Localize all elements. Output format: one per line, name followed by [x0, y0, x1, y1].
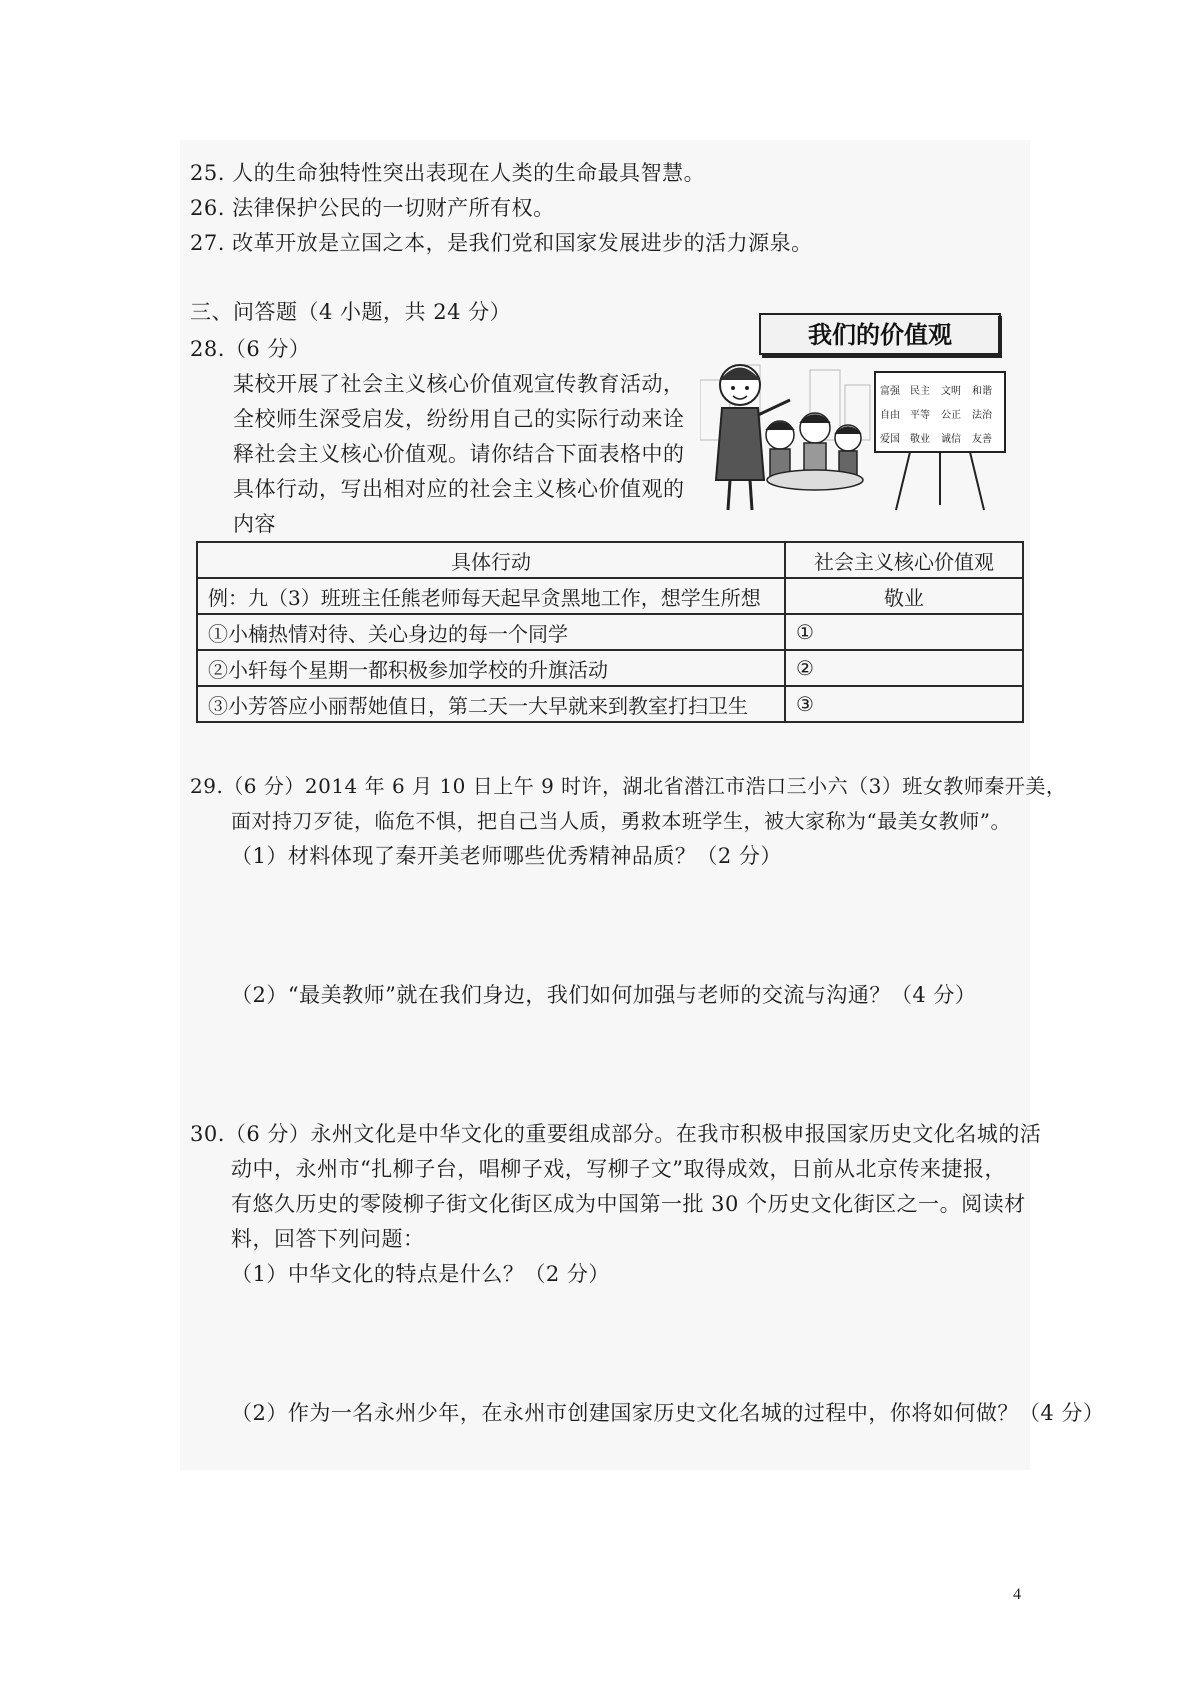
- value-answer-cell[interactable]: ③: [785, 686, 1023, 722]
- value-answer-cell[interactable]: ①: [785, 614, 1023, 650]
- header-value: 社会主义核心价值观: [785, 542, 1023, 578]
- q29-subquestion-2: （2）“最美教师”就在我们身边，我们如何加强与老师的交流与沟通？（4 分）: [231, 983, 977, 1007]
- section-title: 三、问答题（4 小题，共 24 分）: [190, 300, 512, 324]
- statement-27: 27. 改革开放是立国之本，是我们党和国家发展进步的活力源泉。: [190, 231, 813, 255]
- poster-title: 我们的价值观: [808, 321, 952, 349]
- q30-line-3: 有悠久历史的零陵柳子街文化街区成为中国第一批 30 个历史文化街区之一。阅读材: [231, 1192, 1026, 1216]
- table-row: [197, 650, 1023, 686]
- value-answer-cell[interactable]: ②: [785, 650, 1023, 686]
- board-word: 法治: [972, 410, 992, 421]
- q29-line-2: 面对持刀歹徒，临危不惧，把自己当人质，勇救本班学生，被大家称为“最美女教师”。: [231, 809, 1011, 833]
- action-cell: ②小轩每个星期一都积极参加学校的升旗活动: [197, 650, 785, 686]
- board-word: 友善: [972, 434, 992, 445]
- board-word: 爱国: [880, 434, 900, 445]
- statement-26: 26. 法律保护公民的一切财产所有权。: [190, 196, 555, 220]
- values-poster-illustration: [700, 310, 1010, 525]
- q28-line-2: 全校师生深受启发，纷纷用自己的实际行动来诠: [233, 407, 685, 431]
- table-row: [197, 578, 1023, 614]
- header-action: 具体行动: [197, 542, 785, 578]
- q29-line-1: 29.（6 分）2014 年 6 月 10 日上午 9 时许，湖北省潜江市浩口三小六（3）班女教师秦开美，: [190, 774, 1067, 798]
- board-word: 敬业: [910, 434, 930, 445]
- q30-subquestion-2: （2）作为一名永州少年，在永州市创建国家历史文化名城的过程中，你将如何做？（4 分）: [231, 1401, 1105, 1425]
- board-word: 富强: [880, 386, 900, 397]
- board-word: 民主: [910, 386, 930, 397]
- q28-line-1: 某校开展了社会主义核心价值观宣传教育活动，: [233, 372, 685, 396]
- q30-subquestion-1: （1）中华文化的特点是什么？（2 分）: [231, 1262, 610, 1286]
- q28-line-4: 具体行动，写出相对应的社会主义核心价值观的: [233, 477, 685, 501]
- action-cell: ③小芳答应小丽帮她值日，第二天一大早就来到教室打扫卫生: [197, 686, 785, 722]
- table-row: [197, 686, 1023, 722]
- action-cell: ①小楠热情对待、关心身边的每一个同学: [197, 614, 785, 650]
- statement-25: 25. 人的生命独特性突出表现在人类的生命最具智慧。: [190, 161, 706, 185]
- q29-subquestion-1: （1）材料体现了秦开美老师哪些优秀精神品质？（2 分）: [231, 844, 782, 868]
- action-cell: 例：九（3）班班主任熊老师每天起早贪黑地工作，想学生所想: [197, 578, 785, 614]
- board-word: 和谐: [972, 386, 992, 397]
- page-number: 4: [1013, 1586, 1021, 1603]
- q30-line-1: 30.（6 分）永州文化是中华文化的重要组成部分。在我市积极申报国家历史文化名城的活: [190, 1122, 1042, 1146]
- q28-line-3: 释社会主义核心价值观。请你结合下面表格中的: [233, 442, 685, 466]
- values-board: [875, 372, 1005, 510]
- board-word: 平等: [910, 410, 930, 421]
- board-word: 公正: [941, 410, 961, 421]
- q30-line-4: 料，回答下列问题：: [231, 1227, 425, 1251]
- table-header-row: [197, 542, 1023, 578]
- value-cell: 敬业: [785, 578, 1023, 614]
- board-word: 诚信: [941, 434, 961, 445]
- values-table: [196, 541, 1024, 723]
- children-figures-icon: [766, 413, 863, 490]
- board-word: 自由: [880, 410, 900, 421]
- q28-line-5: 内容: [233, 512, 276, 536]
- q28-number: 28.（6 分）: [190, 337, 311, 361]
- board-word: 文明: [941, 386, 961, 397]
- q30-line-2: 动中，永州市“扎柳子台，唱柳子戏，写柳子文”取得成效，日前从北京传来捷报，: [231, 1157, 1006, 1181]
- table-row: [197, 614, 1023, 650]
